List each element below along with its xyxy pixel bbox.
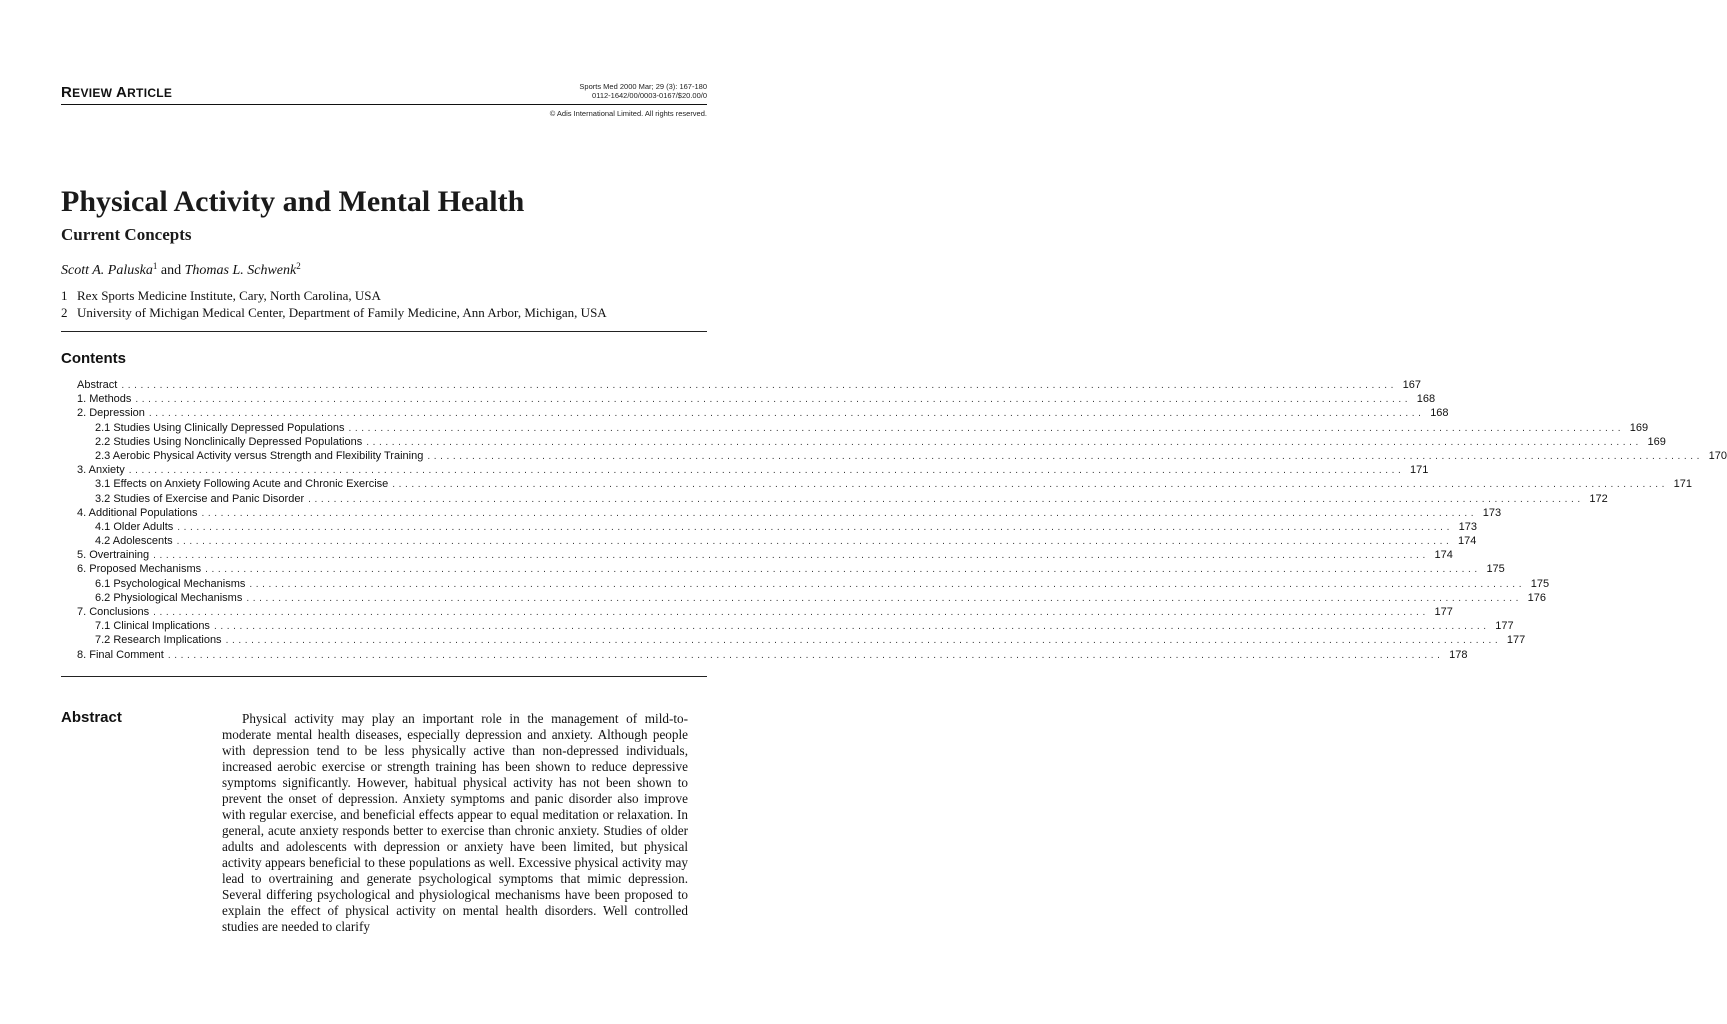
toc-entry[interactable]	[77, 591, 1547, 605]
toc-entry-label: 5. Overtraining	[77, 549, 150, 562]
toc-entry-label: 6.1 Psychological Mechanisms	[95, 577, 246, 590]
toc-leader-dots: ........................................................................................................................................................................................................	[392, 479, 1668, 491]
toc-entry[interactable]	[77, 534, 1477, 548]
journal-citation: Sports Med 2000 Mar; 29 (3): 167-180	[579, 82, 707, 91]
article-type-label	[61, 84, 172, 101]
toc-entry-page: 168	[1430, 407, 1449, 420]
affiliation-1-text: Rex Sports Medicine Institute, Cary, North Carolina, USA	[77, 288, 381, 303]
toc-leader-dots: ........................................................................................................................................................................................................	[176, 536, 1453, 548]
author-2-affiliation-mark: 2	[296, 261, 301, 271]
toc-entry-label: 2. Depression	[77, 407, 145, 420]
abstract-body: Physical activity may play an important role in the management of mild-to-moderate mental health diseases, especially depression and anxiety. Although people with depression tend to be less physically active than non-depressed individuals, increased aerobic exercise or strength training has been shown to reduce depressive symptoms significantly. However, habitual physical activity has not been shown to prevent the onset of depression. Anxiety symptoms and panic disorder also improve with regular exercise, and beneficial effects appear to equal meditation or relaxation. In general, acute anxiety responds better to exercise than chronic anxiety. Studies of older adults and adolescents with depression or anxiety have been limited, but physical activity appears beneficial to these populations as well. Excessive physical activity may lead to overtraining and generate psychological symptoms that mimic depression. Several differing psychological and physiological mechanisms have been proposed to explain the effect of physical activity on mental health disorders. Well controlled studies are needed to clarify	[222, 711, 688, 934]
table-of-contents	[77, 378, 1727, 662]
toc-entry-page: 177	[1434, 606, 1453, 618]
toc-entry-page: 169	[1647, 435, 1666, 448]
author-conjunction: and	[157, 263, 185, 278]
toc-leader-dots: ........................................................................................................................................................................................................	[177, 521, 1453, 533]
toc-entry-page: 171	[1410, 464, 1429, 477]
toc-entry-label: 6. Proposed Mechanisms	[77, 563, 202, 576]
toc-entry-label: 7. Conclusions	[77, 606, 150, 618]
author-2-name: Thomas L. Schwenk	[184, 263, 297, 278]
affiliation-2-number: 2	[61, 305, 68, 320]
label-rest-rticle: RTICLE	[127, 86, 173, 100]
toc-entry-page: 169	[1629, 421, 1649, 434]
toc-entry-page: 177	[1495, 620, 1514, 633]
toc-entry[interactable]	[77, 449, 1727, 463]
toc-entry-label: 3. Anxiety	[77, 464, 125, 477]
toc-entry-label: 1. Methods	[77, 393, 132, 406]
abstract-heading: Abstract	[61, 709, 122, 726]
toc-entry-label: 4.1 Older Adults	[95, 520, 174, 533]
toc-leader-dots: ........................................................................................................................................................................................................	[225, 635, 1502, 647]
toc-entry-page: 174	[1457, 535, 1477, 548]
section-rule-bottom	[61, 676, 707, 677]
toc-entry[interactable]	[77, 619, 1514, 633]
toc-leader-dots: ........................................................................................................................................................................................................	[308, 493, 1584, 505]
toc-entry[interactable]	[77, 406, 1449, 420]
contents-heading: Contents	[61, 350, 126, 367]
toc-entry[interactable]	[77, 392, 1436, 406]
toc-leader-dots: ........................................................................................................................................................................................................	[153, 550, 1429, 562]
toc-leader-dots: ........................................................................................................................................................................................................	[427, 450, 1703, 462]
journal-metadata	[579, 82, 707, 100]
toc-entry-label: 6.2 Physiological Mechanisms	[95, 591, 243, 604]
affiliation-1	[61, 288, 381, 304]
article-subtitle: Current Concepts	[61, 225, 192, 244]
header-rule	[61, 104, 707, 105]
affiliation-1-number: 1	[61, 288, 68, 303]
toc-entry[interactable]	[77, 463, 1429, 477]
toc-leader-dots: ........................................................................................................................................................................................................	[213, 621, 1490, 633]
toc-leader-dots: ........................................................................................................................................................................................................	[121, 380, 1398, 391]
toc-entry-page: 167	[1402, 379, 1422, 391]
toc-entry[interactable]	[77, 506, 1502, 520]
copyright-notice: © Adis International Limited. All rights reserved.	[549, 109, 707, 118]
toc-leader-dots: ........................................................................................................................................................................................................	[167, 649, 1444, 661]
toc-entry-label: 4. Additional Populations	[77, 506, 198, 519]
toc-leader-dots: ........................................................................................................................................................................................................	[205, 564, 1481, 576]
toc-entry-label: 3.2 Studies of Exercise and Panic Disorder	[95, 492, 305, 505]
toc-leader-dots: ........................................................................................................................................................................................................	[249, 578, 1526, 590]
toc-entry-page: 174	[1434, 549, 1453, 562]
toc-entry[interactable]	[77, 548, 1453, 562]
toc-entry-label: Abstract	[77, 379, 118, 391]
toc-entry[interactable]	[77, 562, 1505, 576]
label-initial-a: A	[115, 84, 128, 101]
toc-entry[interactable]	[77, 477, 1692, 491]
toc-entry-page: 173	[1458, 520, 1477, 533]
toc-entry-page: 175	[1530, 577, 1550, 590]
toc-entry-page: 175	[1486, 563, 1505, 576]
toc-entry-label: 2.2 Studies Using Nonclinically Depressed Populations	[95, 435, 363, 448]
toc-entry-page: 170	[1708, 449, 1727, 462]
toc-leader-dots: ........................................................................................................................................................................................................	[153, 607, 1429, 618]
toc-entry-label: 2.3 Aerobic Physical Activity versus Strength and Flexibility Training	[95, 449, 424, 462]
section-rule-top	[61, 331, 707, 332]
toc-entry-label: 7.2 Research Implications	[95, 634, 222, 647]
author-line	[61, 261, 301, 279]
label-initial-r: R	[61, 84, 73, 101]
toc-entry-page: 168	[1416, 393, 1436, 406]
toc-leader-dots: ........................................................................................................................................................................................................	[201, 507, 1478, 519]
toc-entry-label: 7.1 Clinical Implications	[95, 620, 210, 633]
toc-entry-label: 2.1 Studies Using Clinically Depressed Populations	[95, 421, 345, 434]
toc-entry[interactable]	[77, 605, 1453, 619]
affiliation-2-text: University of Michigan Medical Center, Department of Family Medicine, Ann Arbor, Michigan, USA	[77, 305, 607, 320]
toc-leader-dots: ........................................................................................................................................................................................................	[348, 422, 1625, 434]
toc-entry-page: 172	[1589, 492, 1608, 505]
toc-leader-dots: ........................................................................................................................................................................................................	[148, 408, 1425, 420]
toc-entry[interactable]	[77, 378, 1422, 392]
toc-entry[interactable]	[77, 577, 1550, 591]
toc-entry[interactable]	[77, 520, 1477, 534]
toc-entry-label: 8. Final Comment	[77, 648, 164, 661]
toc-entry[interactable]	[77, 648, 1468, 662]
toc-entry-page: 178	[1449, 648, 1468, 661]
issn-line: 0112-1642/00/0003-0167/$20.00/0	[592, 91, 707, 100]
toc-leader-dots: ........................................................................................................................................................................................................	[366, 436, 1642, 448]
toc-entry[interactable]	[77, 421, 1649, 435]
toc-entry-label: 3.1 Effects on Anxiety Following Acute and Chronic Exercise	[95, 478, 389, 491]
toc-entry[interactable]	[77, 435, 1666, 449]
toc-entry[interactable]	[77, 492, 1608, 506]
toc-entry-label: 4.2 Adolescents	[95, 535, 173, 548]
toc-leader-dots: ........................................................................................................................................................................................................	[135, 394, 1412, 406]
author-1-name: Scott A. Paluska	[61, 263, 153, 278]
toc-entry-page: 177	[1506, 634, 1526, 647]
toc-leader-dots: ........................................................................................................................................................................................................	[246, 592, 1523, 604]
toc-leader-dots: ........................................................................................................................................................................................................	[128, 465, 1405, 477]
author-1-affiliation-mark: 1	[152, 261, 158, 271]
affiliation-2	[61, 305, 607, 321]
label-rest-eview: EVIEW	[72, 86, 113, 100]
article-title: Physical Activity and Mental Health	[61, 185, 525, 218]
toc-entry[interactable]	[77, 633, 1526, 647]
toc-entry-page: 176	[1527, 591, 1547, 604]
toc-entry-page: 173	[1482, 506, 1502, 519]
toc-entry-page: 171	[1673, 478, 1692, 491]
